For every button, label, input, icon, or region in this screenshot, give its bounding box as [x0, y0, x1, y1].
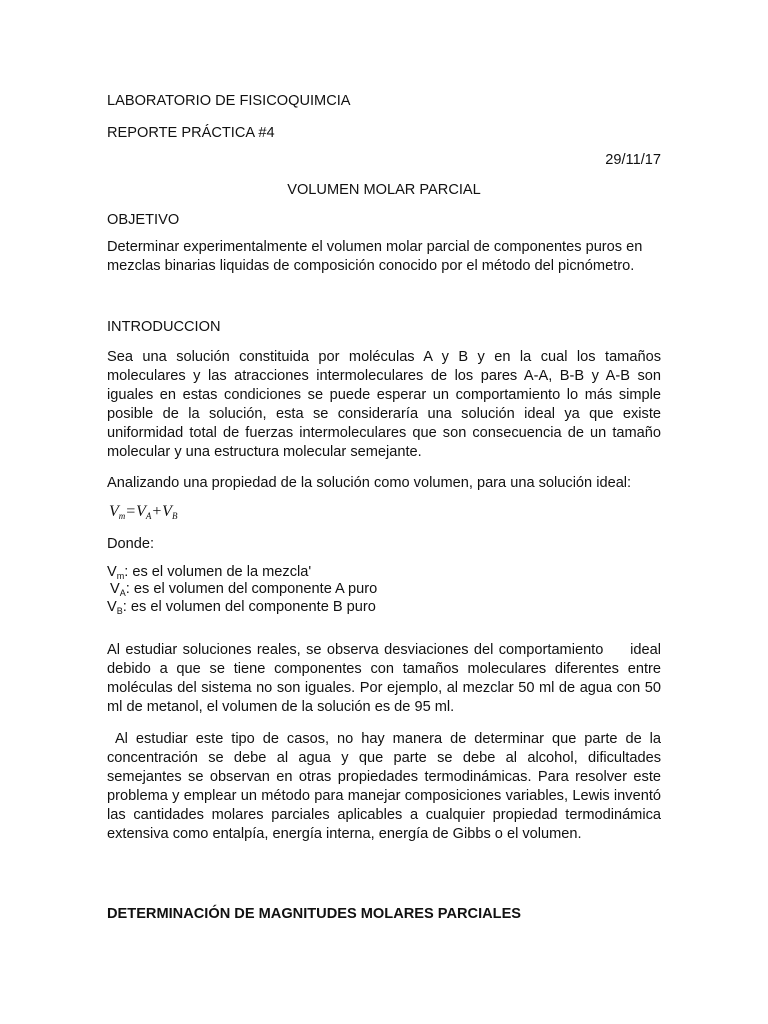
definition-vm: $V_m$: es el volumen de la mezcla' — [107, 564, 312, 581]
objetivo-heading: OBJETIVO — [107, 212, 180, 228]
introduccion-paragraph-4: Al estudiar este tipo de casos, no hay manera de determinar que parte de la concentración se debe al agua y que parte se debe al alcohol, dificultades semejantes se observan en otras propiedades termodinámicas. Para resolver este problema y emplear un método para manejar composiciones variables, Lewis inventó las cantidades molares parciales aplicables a cualquier propiedad termodinámica extensiva como entalpía, energía interna, energía de Gibbs o el volumen. — [107, 731, 666, 842]
introduccion-paragraph-1: Sea una solución constituida por moléculas A y B y en la cual los tamaños moleculares y las atracciones intermoleculares de los pares A-A, B-B y A-B son iguales en estas condiciones se puede esperar un comportamiento lo más simple posible de la solución, esta se consideraría una solución ideal ya que existe uniformidad total de fuerzas intermoleculares que son consecuencia de un tamaño molecular y una estructura molecular semejante. — [107, 349, 661, 460]
ideal-volume-formula: $V_m=V_A+V_B$ — [109, 503, 178, 521]
introduccion-paragraph-3: Al estudiar soluciones reales, se observa desviaciones del comportamiento ideal debido a que se tiene componentes con tamaños moleculares diferentes entre moléculas del sistema no son iguales. Por ejemplo, al mezclar 50 ml de agua con 50 ml de metanol, el volumen de la solución es de 95 ml. — [107, 642, 666, 715]
report-date: 29/11/17 — [605, 152, 661, 168]
donde-label: Donde: — [107, 536, 155, 552]
objetivo-text: Determinar experimentalmente el volumen molar parcial de componentes puros en mezclas binarias liquidas de composición conocido por el método del picnómetro. — [107, 239, 643, 274]
document-title: VOLUMEN MOLAR PARCIAL — [287, 182, 481, 198]
definition-vb: $V_B$: es el volumen del componente B puro — [107, 599, 376, 616]
section-heading-magnitudes: DETERMINACIÓN DE MAGNITUDES MOLARES PARCIALES — [107, 906, 522, 922]
definition-va: $V_A$: es el volumen del componente A puro — [110, 581, 378, 598]
lab-title: LABORATORIO DE FISICOQUIMCIA — [107, 93, 351, 109]
introduccion-paragraph-2: Analizando una propiedad de la solución como volumen, para una solución ideal: — [107, 475, 632, 491]
introduccion-heading: INTRODUCCION — [107, 319, 221, 335]
report-title: REPORTE PRÁCTICA #4 — [107, 125, 275, 141]
document-page — [107, 0, 666, 1024]
